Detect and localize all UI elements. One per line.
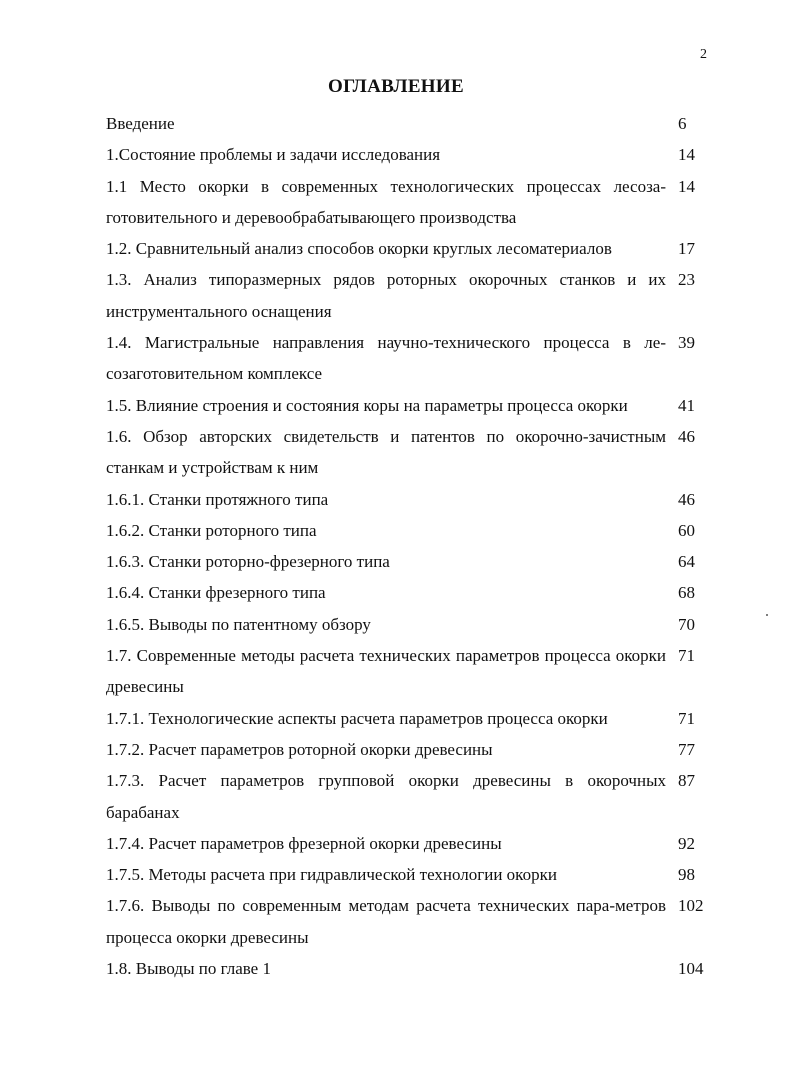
toc-entry-title: 1.5. Влияние строения и состояния коры на параметры процесса окорки	[106, 395, 628, 415]
toc-entry-page: 46	[678, 489, 695, 509]
toc-entry-page: 68	[678, 583, 695, 603]
toc-entry-title: 1.6. Обзор авторских свидетельств и патентов по окорочно-зачистным станкам и устройствам к ним	[106, 426, 666, 478]
toc-entry-page: 60	[678, 520, 695, 540]
toc-entry-title: 1.2. Сравнительный анализ способов окорки круглых лесоматериалов	[106, 239, 612, 259]
toc-entry-title: 1.6.4. Станки фрезерного типа	[106, 583, 326, 603]
toc-entry-title: 1.1 Место окорки в современных технологических процессах лесоза-готовительного и деревообрабатывающего производства	[106, 176, 666, 227]
toc-entry-page: 98	[678, 865, 695, 885]
toc-entry-page: 64	[678, 552, 695, 572]
scan-speck	[766, 614, 768, 616]
toc-entry-page: 71	[678, 708, 695, 728]
toc-entry-1-7-1[interactable]	[106, 703, 710, 734]
toc-entry-title: 1.7.6. Выводы по современным методам расчета технических пара-метров процесса окорки древесины	[106, 896, 666, 947]
toc-title: ОГЛАВЛЕНИЕ	[328, 76, 464, 97]
toc-entry-title: 1.7.5. Методы расчета при гидравлической технологии окорки	[106, 865, 557, 885]
toc-entry-1-7[interactable]	[106, 640, 710, 703]
toc-entry-1-6[interactable]	[106, 421, 710, 484]
toc-entry-1-2[interactable]	[106, 233, 710, 264]
toc-entry-introduction[interactable]	[106, 108, 710, 139]
toc-entry-title: 1.Состояние проблемы и задачи исследования	[106, 145, 441, 165]
toc-entry-title: 1.7. Современные методы расчета технических параметров процесса окорки древесины	[106, 646, 666, 697]
toc-entry-page: 23	[678, 270, 695, 290]
toc-entry-1-7-6[interactable]	[106, 890, 710, 953]
toc-entry-1-6-2[interactable]	[106, 515, 710, 546]
toc-entry-1-7-3[interactable]	[106, 765, 710, 828]
toc-entry-title: Введение	[106, 114, 175, 133]
toc-entry-1-8[interactable]	[106, 953, 710, 984]
toc-entry-1-7-5[interactable]	[106, 859, 710, 890]
toc-entry-title: 1.8. Выводы по главе 1	[106, 959, 271, 979]
toc-entry-page: 41	[678, 395, 695, 415]
toc-entry-title: 1.6.2. Станки роторного типа	[106, 520, 317, 540]
toc-entry-title: 1.6.3. Станки роторно-фрезерного типа	[106, 552, 390, 572]
toc-entry-page: 77	[678, 739, 695, 759]
toc-entry-page: 17	[678, 239, 695, 259]
toc-entry-page: 39	[678, 333, 695, 353]
toc-entry-1-1[interactable]	[106, 171, 710, 234]
toc-entry-page: 46	[678, 426, 695, 446]
toc-entry-chapter-1[interactable]	[106, 139, 710, 170]
toc-entry-1-3[interactable]	[106, 264, 710, 327]
toc-entry-title: 1.7.4. Расчет параметров фрезерной окорки древесины	[106, 833, 502, 853]
toc-entry-page: 87	[678, 771, 695, 791]
toc-entry-page: 92	[678, 833, 695, 853]
toc-entry-page: 14	[678, 145, 695, 165]
toc-entry-title: 1.7.3. Расчет параметров групповой окорки древесины в окорочных барабанах	[106, 771, 666, 822]
toc-entry-1-6-5[interactable]	[106, 609, 710, 640]
toc-entry-title: 1.7.1. Технологические аспекты расчета параметров процесса окорки	[106, 708, 608, 728]
toc-entry-page: 6	[678, 114, 687, 133]
toc-entry-page: 104	[678, 959, 704, 979]
toc-entry-title: 1.6.5. Выводы по патентному обзору	[106, 614, 371, 634]
toc-entry-title: 1.6.1. Станки протяжного типа	[106, 489, 329, 509]
toc-entry-page: 71	[678, 646, 695, 666]
toc-entry-title: 1.4. Магистральные направления научно-технического процесса в ле-созаготовительном комплексе	[106, 333, 666, 384]
toc-entry-title: 1.3. Анализ типоразмерных рядов роторных окорочных станков и их инструментального оснащения	[106, 270, 666, 321]
toc-entry-page: 102	[678, 896, 704, 916]
toc-list	[106, 108, 710, 984]
toc-entry-1-6-1[interactable]	[106, 484, 710, 515]
toc-entry-1-6-3[interactable]	[106, 546, 710, 577]
toc-entry-1-5[interactable]	[106, 390, 710, 421]
toc-entry-1-4[interactable]	[106, 327, 710, 390]
toc-entry-1-7-4[interactable]	[106, 828, 710, 859]
toc-entry-page: 70	[678, 614, 695, 634]
toc-entry-1-6-4[interactable]	[106, 577, 710, 608]
page-number: 2	[700, 47, 707, 62]
toc-entry-1-7-2[interactable]	[106, 734, 710, 765]
toc-entry-title: 1.7.2. Расчет параметров роторной окорки древесины	[106, 739, 493, 759]
toc-entry-page: 14	[678, 176, 695, 196]
